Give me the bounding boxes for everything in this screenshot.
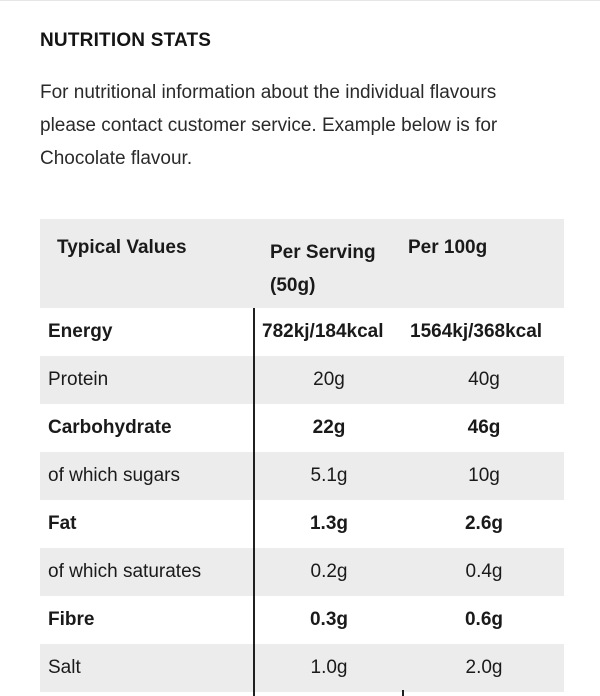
row-per-100g: 40g [468,369,500,390]
header-per-serving-label: Per Serving [270,242,376,263]
row-label: Fat [48,513,77,534]
nutrition-table [40,219,564,692]
column-divider [253,308,255,696]
intro-paragraph [40,76,570,175]
table-row [40,548,564,596]
row-per-100g: 10g [468,465,500,486]
table-row [40,500,564,548]
row-per-serving: 20g [313,369,345,390]
row-per-serving: 0.2g [310,561,348,582]
column-divider-tick [402,690,404,696]
row-per-100g: 0.6g [464,609,504,630]
row-label: Salt [48,657,81,678]
intro-line: Chocolate flavour. [40,148,193,169]
header-per-serving-unit: (50g) [270,275,316,296]
row-per-serving: 5.1g [310,465,348,486]
header-typical-values: Typical Values [57,237,187,258]
intro-line: For nutritional information about the individual flavours [40,82,497,103]
row-label: Carbohydrate [48,417,172,438]
row-per-100g: 1564kj/368kcal [410,321,543,342]
row-label: Protein [48,369,109,390]
table-row [40,404,564,452]
header-per-serving [254,219,404,302]
top-divider [0,0,600,1]
table-header-row [40,219,564,308]
table-row [40,356,564,404]
row-label: of which saturates [48,561,202,582]
section-heading: NUTRITION STATS [40,30,212,51]
row-label: of which sugars [48,465,181,486]
row-label: Fibre [48,609,95,630]
row-per-100g: 0.4g [465,561,503,582]
intro-line: please contact customer service. Example below is for [40,115,498,136]
row-per-serving: 0.3g [309,609,349,630]
row-per-100g: 2.0g [465,657,503,678]
header-per-100g: Per 100g [408,237,488,258]
row-label: Energy [48,321,113,342]
table-row [40,308,564,356]
row-per-serving: 22g [312,417,346,438]
table-row [40,452,564,500]
row-per-serving: 1.0g [310,657,348,678]
row-per-100g: 46g [467,417,501,438]
row-per-serving: 1.3g [309,513,349,534]
row-per-serving: 782kj/184kcal [262,321,384,342]
table-row [40,644,564,692]
row-per-100g: 2.6g [464,513,504,534]
table-row [40,596,564,644]
